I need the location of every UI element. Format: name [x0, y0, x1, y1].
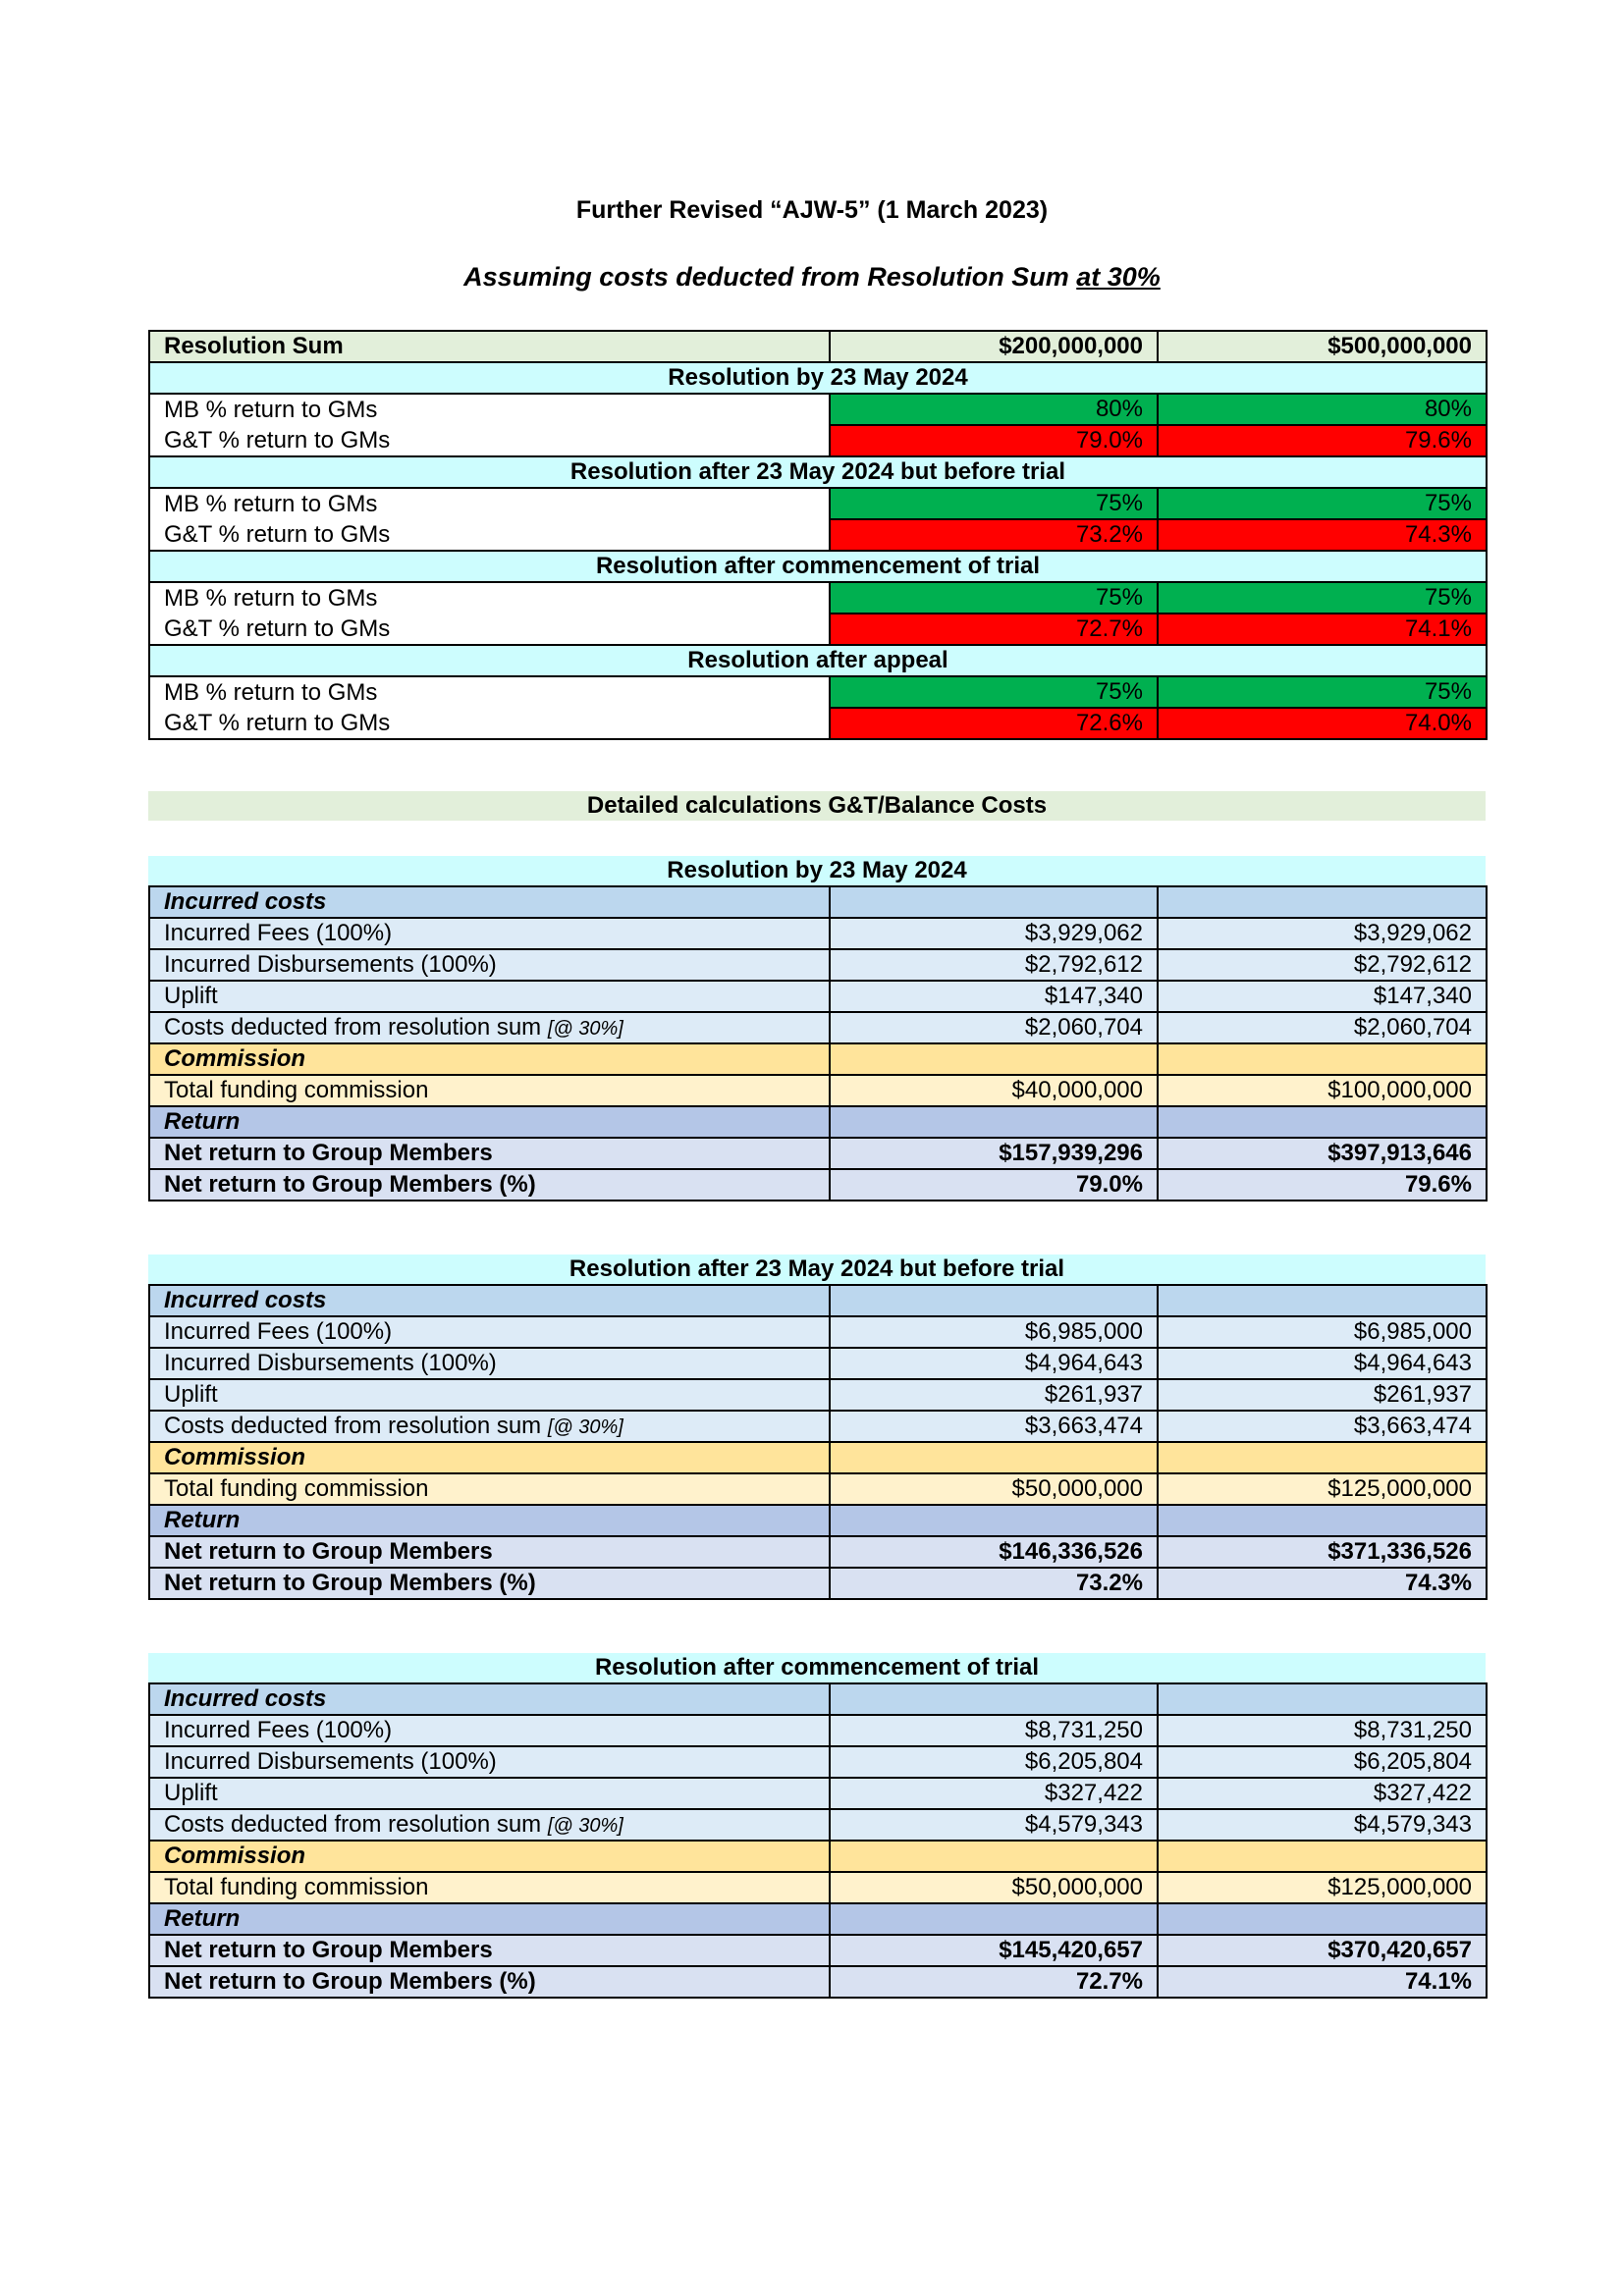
- return-heading-row: Return: [149, 1903, 1487, 1935]
- table-row: Costs deducted from resolution sum [@ 30%] $2,060,704 $2,060,704: [149, 1012, 1487, 1043]
- detail-table-1: [148, 856, 1486, 1201]
- table-row: Total funding commission $50,000,000 $125,000,000: [149, 1872, 1487, 1903]
- table-row: Total funding commission $50,000,000 $125,000,000: [149, 1473, 1487, 1505]
- summary-section-title: Resolution after 23 May 2024 but before trial: [149, 456, 1487, 488]
- table-row: Net return to Group Members (%) 79.0% 79.6%: [149, 1169, 1487, 1201]
- detail-table-2: [148, 1255, 1486, 1600]
- summary-row: MB % return to GMs 75% 75%: [149, 488, 1487, 519]
- summary-section-title: Resolution by 23 May 2024: [149, 362, 1487, 394]
- summary-row: G&T % return to GMs 73.2% 74.3%: [149, 519, 1487, 551]
- summary-header-row: [149, 331, 1487, 362]
- resolution-sum-col1: $200,000,000: [830, 331, 1158, 362]
- return-heading-row: Return: [149, 1505, 1487, 1536]
- document-subtitle: [0, 262, 1624, 293]
- summary-row: MB % return to GMs 80% 80%: [149, 394, 1487, 425]
- detail-section-title: Resolution by 23 May 2024: [148, 856, 1486, 885]
- detail-section-title: Resolution after 23 May 2024 but before trial: [148, 1255, 1486, 1284]
- table-row: Costs deducted from resolution sum [@ 30%] $4,579,343 $4,579,343: [149, 1809, 1487, 1841]
- subtitle-underlined: at 30%: [1076, 262, 1161, 292]
- summary-row: G&T % return to GMs 72.6% 74.0%: [149, 708, 1487, 739]
- table-row: Uplift $327,422 $327,422: [149, 1778, 1487, 1809]
- summary-section-title: Resolution after appeal: [149, 645, 1487, 676]
- table-row: Incurred Fees (100%) $8,731,250 $8,731,250: [149, 1715, 1487, 1746]
- table-row: Net return to Group Members (%) 73.2% 74.3%: [149, 1568, 1487, 1599]
- table-row: Incurred Fees (100%) $6,985,000 $6,985,000: [149, 1316, 1487, 1348]
- detail-table-3: [148, 1653, 1486, 1999]
- table-row: Incurred Disbursements (100%) $2,792,612 $2,792,612: [149, 949, 1487, 981]
- table-row: Incurred Disbursements (100%) $4,964,643 $4,964,643: [149, 1348, 1487, 1379]
- commission-heading-row: Commission: [149, 1043, 1487, 1075]
- detail-heading: Detailed calculations G&T/Balance Costs: [148, 791, 1486, 821]
- resolution-sum-col2: $500,000,000: [1158, 331, 1487, 362]
- summary-row: MB % return to GMs 75% 75%: [149, 676, 1487, 708]
- resolution-sum-label: Resolution Sum: [149, 331, 830, 362]
- table-row: Costs deducted from resolution sum [@ 30%] $3,663,474 $3,663,474: [149, 1411, 1487, 1442]
- summary-row: G&T % return to GMs 79.0% 79.6%: [149, 425, 1487, 456]
- summary-row: MB % return to GMs 75% 75%: [149, 582, 1487, 614]
- document-title: Further Revised “AJW-5” (1 March 2023): [575, 196, 1049, 224]
- table-row: Net return to Group Members (%) 72.7% 74.1%: [149, 1966, 1487, 1998]
- summary-section-title: Resolution after commencement of trial: [149, 551, 1487, 582]
- return-heading-row: Return: [149, 1106, 1487, 1138]
- table-row: Incurred Disbursements (100%) $6,205,804 $6,205,804: [149, 1746, 1487, 1778]
- table-row: Net return to Group Members $146,336,526 $371,336,526: [149, 1536, 1487, 1568]
- commission-heading-row: Commission: [149, 1442, 1487, 1473]
- table-row: Net return to Group Members $157,939,296 $397,913,646: [149, 1138, 1487, 1169]
- subtitle-text: Assuming costs deducted from Resolution Sum: [463, 262, 1077, 292]
- table-row: Incurred Fees (100%) $3,929,062 $3,929,062: [149, 918, 1487, 949]
- incurred-heading-row: Incurred costs: [149, 1285, 1487, 1316]
- summary-row: G&T % return to GMs 72.7% 74.1%: [149, 614, 1487, 645]
- commission-heading-row: Commission: [149, 1841, 1487, 1872]
- table-row: Uplift $261,937 $261,937: [149, 1379, 1487, 1411]
- table-row: Net return to Group Members $145,420,657 $370,420,657: [149, 1935, 1487, 1966]
- detail-section-title: Resolution after commencement of trial: [148, 1653, 1486, 1682]
- summary-table: [148, 330, 1486, 740]
- incurred-heading-row: Incurred costs: [149, 886, 1487, 918]
- table-row: Uplift $147,340 $147,340: [149, 981, 1487, 1012]
- table-row: Total funding commission $40,000,000 $100,000,000: [149, 1075, 1487, 1106]
- incurred-heading-row: Incurred costs: [149, 1683, 1487, 1715]
